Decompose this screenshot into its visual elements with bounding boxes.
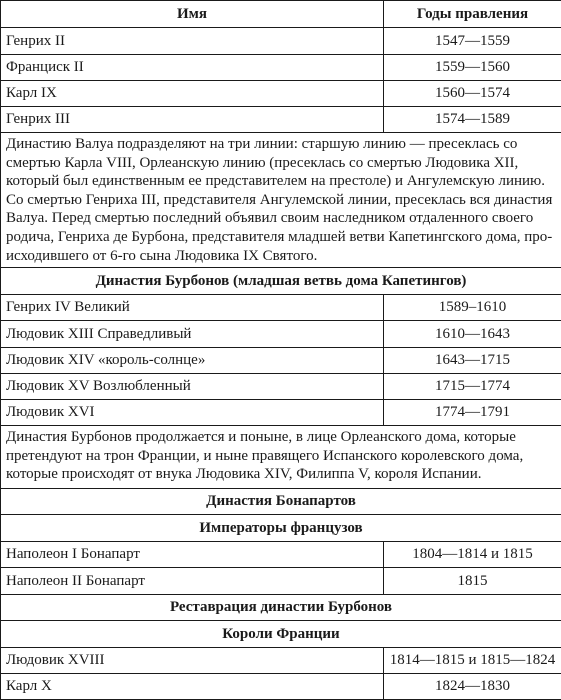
reign-years: 1547—1559: [384, 28, 561, 55]
note-row: [1, 133, 561, 268]
bonaparte-section-title: Династия Бонапартов: [1, 489, 561, 515]
ruler-name: Людовик XVI: [1, 400, 384, 426]
ruler-name: Генрих IV Великий: [1, 295, 384, 321]
kings-section-title: Короли Франции: [1, 621, 561, 648]
table-row: [1, 81, 561, 107]
ruler-name: Людовик XIV «король-солнце»: [1, 348, 384, 374]
table-row: [1, 400, 561, 426]
section-row: [1, 515, 561, 542]
ruler-name: Генрих III: [1, 107, 384, 133]
table-row: [1, 321, 561, 348]
table-row: [1, 648, 561, 674]
ruler-name: Людовик XVIII: [1, 648, 384, 674]
restoration-section-title: Реставрация династии Бурбонов: [1, 595, 561, 621]
emperors-section-title: Императоры французов: [1, 515, 561, 542]
reign-years: 1560—1574: [384, 81, 561, 107]
table-row: [1, 107, 561, 133]
reign-years: 1715—1774: [384, 374, 561, 400]
reign-years: 1824—1830: [384, 674, 561, 700]
table-row: [1, 542, 561, 568]
valois-note: Династию Валуа подразделяют на три линии: старшую линию — пресеклась со смертью Карла VIII, Орлеанскую линию (пресеклась со смертью Людовика XII, который был единственным ее представителем на престоле) и Ангулемскую линию. Со смертью Генриха III, представителя Ангулемской линии, пресеклась вся династия Валуа. Перед смертью последний объявил своим наследником отдаленного своего родича, Генриха де Бурбона, представителя младшей ветви Капетингского дома, про-исходившего от 6-го сына Людовика IX Святого.: [1, 133, 561, 268]
section-row: [1, 489, 561, 515]
table-row: [1, 674, 561, 700]
ruler-name: Наполеон II Бонапарт: [1, 568, 384, 595]
reign-years: 1804—1814 и 1815: [384, 542, 561, 568]
bourbon-section-title: Династия Бурбонов (младшая ветвь дома Капетингов): [1, 268, 561, 295]
bourbon-note: Династия Бурбонов продолжается и поныне, в лице Орлеанского дома, которые претендуют на трон Франции, и ныне правящего Испанского королевского дома, которые происходят от внука Людовика XIV, Филиппа V, короля Испании.: [1, 426, 561, 489]
ruler-name: Наполеон I Бонапарт: [1, 542, 384, 568]
header-row: [1, 1, 561, 28]
reign-years: 1815: [384, 568, 561, 595]
section-row: [1, 595, 561, 621]
section-row: [1, 621, 561, 648]
table-row: [1, 55, 561, 81]
reign-years: 1589–1610: [384, 295, 561, 321]
ruler-name: Генрих II: [1, 28, 384, 55]
header-name: Имя: [1, 1, 384, 28]
table-row: [1, 28, 561, 55]
section-row: [1, 268, 561, 295]
reign-years: 1643—1715: [384, 348, 561, 374]
note-row: [1, 426, 561, 489]
header-years: Годы правления: [384, 1, 561, 28]
table-row: [1, 295, 561, 321]
ruler-name: Карл IX: [1, 81, 384, 107]
table-row: [1, 568, 561, 595]
ruler-name: Людовик XV Возлюбленный: [1, 374, 384, 400]
ruler-name: Франциск II: [1, 55, 384, 81]
ruler-name: Людовик XIII Справедливый: [1, 321, 384, 348]
reign-years: 1574—1589: [384, 107, 561, 133]
table-row: [1, 374, 561, 400]
ruler-name: Карл X: [1, 674, 384, 700]
reign-years: 1814—1815 и 1815—1824: [384, 648, 561, 674]
reign-years: 1610—1643: [384, 321, 561, 348]
table-row: [1, 348, 561, 374]
reign-years: 1774—1791: [384, 400, 561, 426]
reign-years: 1559—1560: [384, 55, 561, 81]
